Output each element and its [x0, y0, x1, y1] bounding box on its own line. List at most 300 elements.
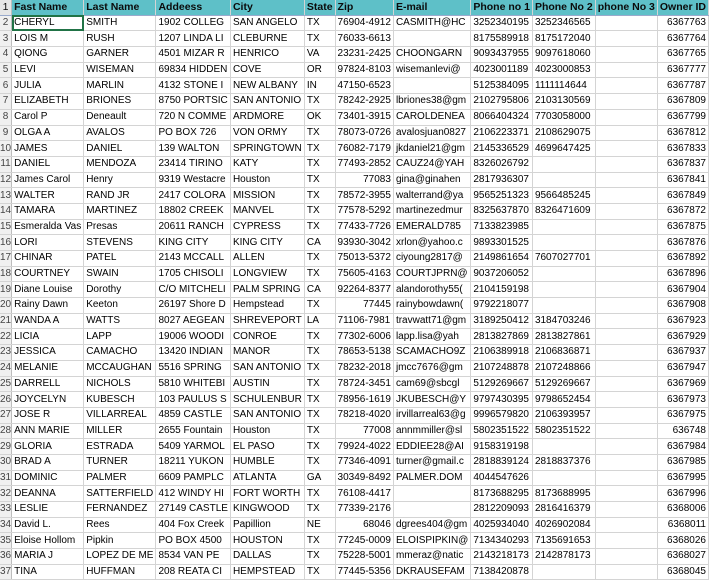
- cell-address[interactable]: 69834 HIDDEN: [156, 62, 231, 78]
- cell-phone3[interactable]: [595, 109, 657, 125]
- row-number[interactable]: 20: [0, 298, 12, 314]
- cell-owner[interactable]: 6367995: [657, 470, 708, 486]
- cell-email[interactable]: gina@ginahen: [393, 172, 470, 188]
- cell-address[interactable]: 1207 LINDA LI: [156, 31, 231, 47]
- cell-zip[interactable]: 92264-8377: [335, 282, 393, 298]
- cell-state[interactable]: TX: [304, 156, 335, 172]
- cell-first[interactable]: MELANIE: [12, 360, 84, 376]
- cell-zip[interactable]: 77493-2852: [335, 156, 393, 172]
- cell-phone3[interactable]: [595, 282, 657, 298]
- cell-owner[interactable]: 6367837: [657, 156, 708, 172]
- cell-email[interactable]: lapp.lisa@yah: [393, 329, 470, 345]
- column-header-state[interactable]: State: [304, 0, 335, 15]
- cell-last[interactable]: VILLARREAL: [84, 407, 156, 423]
- cell-city[interactable]: HEMPSTEAD: [230, 564, 304, 580]
- cell-phone2[interactable]: 9798652454: [532, 392, 595, 408]
- cell-email[interactable]: turner@gmail.c: [393, 454, 470, 470]
- cell-phone2[interactable]: 8326471609: [532, 203, 595, 219]
- cell-city[interactable]: MANVEL: [230, 203, 304, 219]
- cell-last[interactable]: PATEL: [84, 251, 156, 267]
- cell-state[interactable]: TX: [304, 298, 335, 314]
- cell-city[interactable]: SHREVEPORT: [230, 313, 304, 329]
- cell-owner[interactable]: 6368045: [657, 564, 708, 580]
- cell-phone2[interactable]: 2106836871: [532, 345, 595, 361]
- cell-phone3[interactable]: [595, 156, 657, 172]
- cell-phone3[interactable]: [595, 219, 657, 235]
- cell-phone1[interactable]: 3252340195: [471, 15, 533, 31]
- cell-state[interactable]: TX: [304, 266, 335, 282]
- cell-city[interactable]: SCHULENBUR: [230, 392, 304, 408]
- row-number[interactable]: 35: [0, 533, 12, 549]
- cell-address[interactable]: KING CITY: [156, 235, 231, 251]
- cell-state[interactable]: TX: [304, 454, 335, 470]
- cell-email[interactable]: jmcc7676@gm: [393, 360, 470, 376]
- cell-email[interactable]: [393, 486, 470, 502]
- cell-phone2[interactable]: 4026902084: [532, 517, 595, 533]
- cell-email[interactable]: annmmiller@sl: [393, 423, 470, 439]
- row-number[interactable]: 31: [0, 470, 12, 486]
- cell-email[interactable]: travwatt71@gm: [393, 313, 470, 329]
- cell-city[interactable]: KING CITY: [230, 235, 304, 251]
- cell-address[interactable]: 23414 TIRINO: [156, 156, 231, 172]
- column-header-phone-1[interactable]: Phone no 1: [471, 0, 533, 15]
- cell-phone2[interactable]: 1111114644: [532, 78, 595, 94]
- cell-phone2[interactable]: 2818837376: [532, 454, 595, 470]
- cell-phone1[interactable]: 9996579820: [471, 407, 533, 423]
- cell-state[interactable]: NE: [304, 517, 335, 533]
- cell-email[interactable]: ELOISPIPKIN@: [393, 533, 470, 549]
- cell-zip[interactable]: 77008: [335, 423, 393, 439]
- cell-owner[interactable]: 6367876: [657, 235, 708, 251]
- cell-city[interactable]: HOUSTON: [230, 533, 304, 549]
- cell-city[interactable]: SPRINGTOWN: [230, 141, 304, 157]
- cell-first[interactable]: LESLIE: [12, 502, 84, 518]
- cell-first[interactable]: DEANNA: [12, 486, 84, 502]
- cell-phone2[interactable]: [532, 470, 595, 486]
- cell-phone3[interactable]: [595, 78, 657, 94]
- cell-phone3[interactable]: [595, 533, 657, 549]
- cell-phone2[interactable]: 3184703246: [532, 313, 595, 329]
- cell-phone3[interactable]: [595, 360, 657, 376]
- cell-city[interactable]: Hempstead: [230, 298, 304, 314]
- cell-email[interactable]: avalosjuan0827: [393, 125, 470, 141]
- cell-phone3[interactable]: [595, 62, 657, 78]
- cell-last[interactable]: TURNER: [84, 454, 156, 470]
- cell-zip[interactable]: 77083: [335, 172, 393, 188]
- cell-email[interactable]: mmeraz@natic: [393, 549, 470, 565]
- cell-last[interactable]: CAMACHO: [84, 345, 156, 361]
- cell-city[interactable]: Houston: [230, 172, 304, 188]
- cell-owner[interactable]: 6367908: [657, 298, 708, 314]
- row-number[interactable]: 12: [0, 172, 12, 188]
- cell-address[interactable]: 8750 PORTSIC: [156, 94, 231, 110]
- cell-owner[interactable]: 6367812: [657, 125, 708, 141]
- cell-last[interactable]: BRIONES: [84, 94, 156, 110]
- cell-owner[interactable]: 636748: [657, 423, 708, 439]
- cell-phone2[interactable]: 2103130569: [532, 94, 595, 110]
- cell-phone3[interactable]: [595, 345, 657, 361]
- cell-phone3[interactable]: [595, 188, 657, 204]
- cell-email[interactable]: dgrees404@gm: [393, 517, 470, 533]
- cell-city[interactable]: ARDMORE: [230, 109, 304, 125]
- cell-phone1[interactable]: 5129269667: [471, 376, 533, 392]
- cell-email[interactable]: CAROLDENEA: [393, 109, 470, 125]
- cell-email[interactable]: martinezedmur: [393, 203, 470, 219]
- cell-email[interactable]: PALMER.DOM: [393, 470, 470, 486]
- cell-state[interactable]: TX: [304, 172, 335, 188]
- cell-phone3[interactable]: [595, 94, 657, 110]
- cell-address[interactable]: 5409 YARMOL: [156, 439, 231, 455]
- cell-email[interactable]: CAUZ24@YAH: [393, 156, 470, 172]
- cell-address[interactable]: 4132 STONE I: [156, 78, 231, 94]
- cell-phone2[interactable]: [532, 219, 595, 235]
- cell-phone2[interactable]: [532, 172, 595, 188]
- cell-first[interactable]: David L.: [12, 517, 84, 533]
- cell-address[interactable]: 1902 COLLEG: [156, 15, 231, 31]
- cell-phone2[interactable]: 2108629075: [532, 125, 595, 141]
- cell-first[interactable]: Esmeralda Vas: [12, 219, 84, 235]
- cell-last[interactable]: ESTRADA: [84, 439, 156, 455]
- cell-last[interactable]: MILLER: [84, 423, 156, 439]
- cell-state[interactable]: VA: [304, 47, 335, 63]
- cell-owner[interactable]: 6368026: [657, 533, 708, 549]
- cell-first[interactable]: LICIA: [12, 329, 84, 345]
- cell-state[interactable]: TX: [304, 360, 335, 376]
- cell-last[interactable]: MENDOZA: [84, 156, 156, 172]
- row-number[interactable]: 36: [0, 549, 12, 565]
- cell-zip[interactable]: 78653-5138: [335, 345, 393, 361]
- cell-city[interactable]: LONGVIEW: [230, 266, 304, 282]
- cell-phone1[interactable]: 2102795806: [471, 94, 533, 110]
- cell-last[interactable]: Henry: [84, 172, 156, 188]
- cell-zip[interactable]: 30349-8492: [335, 470, 393, 486]
- cell-phone2[interactable]: 9097618060: [532, 47, 595, 63]
- cell-phone3[interactable]: [595, 454, 657, 470]
- cell-email[interactable]: rainybowdawn(: [393, 298, 470, 314]
- cell-phone2[interactable]: 7703058000: [532, 109, 595, 125]
- cell-email[interactable]: [393, 31, 470, 47]
- cell-owner[interactable]: 6367896: [657, 266, 708, 282]
- cell-first[interactable]: TINA: [12, 564, 84, 580]
- cell-zip[interactable]: 75013-5372: [335, 251, 393, 267]
- cell-owner[interactable]: 6367975: [657, 407, 708, 423]
- cell-zip[interactable]: 76904-4912: [335, 15, 393, 31]
- cell-state[interactable]: LA: [304, 313, 335, 329]
- cell-city[interactable]: SAN ANTONIO: [230, 360, 304, 376]
- cell-zip[interactable]: 76082-7179: [335, 141, 393, 157]
- cell-address[interactable]: 404 Fox Creek: [156, 517, 231, 533]
- column-header-last-name[interactable]: Last Name: [84, 0, 156, 15]
- column-header-email[interactable]: E-mail: [393, 0, 470, 15]
- cell-state[interactable]: CA: [304, 282, 335, 298]
- cell-phone1[interactable]: 3189250412: [471, 313, 533, 329]
- cell-zip[interactable]: 78232-2018: [335, 360, 393, 376]
- cell-address[interactable]: 18802 CREEK: [156, 203, 231, 219]
- cell-owner[interactable]: 6367923: [657, 313, 708, 329]
- cell-address[interactable]: 4859 CASTLE: [156, 407, 231, 423]
- cell-state[interactable]: OR: [304, 62, 335, 78]
- cell-zip[interactable]: 78956-1619: [335, 392, 393, 408]
- cell-state[interactable]: TX: [304, 345, 335, 361]
- cell-zip[interactable]: 77346-4091: [335, 454, 393, 470]
- cell-phone1[interactable]: 8066404324: [471, 109, 533, 125]
- cell-phone1[interactable]: 4023001189: [471, 62, 533, 78]
- cell-email[interactable]: DKRAUSEFAM: [393, 564, 470, 580]
- row-number[interactable]: 24: [0, 360, 12, 376]
- cell-first[interactable]: WANDA A: [12, 313, 84, 329]
- cell-last[interactable]: RAND JR: [84, 188, 156, 204]
- cell-last[interactable]: Keeton: [84, 298, 156, 314]
- cell-address[interactable]: PO BOX 726: [156, 125, 231, 141]
- cell-phone1[interactable]: 8173688295: [471, 486, 533, 502]
- cell-last[interactable]: SWAIN: [84, 266, 156, 282]
- cell-last[interactable]: Deneault: [84, 109, 156, 125]
- cell-city[interactable]: Papillion: [230, 517, 304, 533]
- cell-owner[interactable]: 6367892: [657, 251, 708, 267]
- cell-phone1[interactable]: 7134340293: [471, 533, 533, 549]
- cell-state[interactable]: TX: [304, 251, 335, 267]
- cell-city[interactable]: VON ORMY: [230, 125, 304, 141]
- cell-phone2[interactable]: [532, 439, 595, 455]
- cell-phone2[interactable]: 4023000853: [532, 62, 595, 78]
- cell-zip[interactable]: 78218-4020: [335, 407, 393, 423]
- cell-first[interactable]: CHERYL: [12, 15, 84, 31]
- cell-last[interactable]: LAPP: [84, 329, 156, 345]
- cell-phone1[interactable]: 2106389918: [471, 345, 533, 361]
- cell-state[interactable]: IN: [304, 78, 335, 94]
- cell-address[interactable]: 5516 SPRING: [156, 360, 231, 376]
- cell-phone2[interactable]: [532, 235, 595, 251]
- cell-zip[interactable]: 77445-5356: [335, 564, 393, 580]
- cell-first[interactable]: JESSICA: [12, 345, 84, 361]
- row-number[interactable]: 1: [0, 0, 12, 15]
- cell-phone3[interactable]: [595, 172, 657, 188]
- cell-phone1[interactable]: 2149861654: [471, 251, 533, 267]
- cell-city[interactable]: ALLEN: [230, 251, 304, 267]
- cell-state[interactable]: TX: [304, 392, 335, 408]
- cell-phone3[interactable]: [595, 251, 657, 267]
- cell-phone1[interactable]: 4044547626: [471, 470, 533, 486]
- cell-address[interactable]: 139 WALTON: [156, 141, 231, 157]
- row-number[interactable]: 21: [0, 313, 12, 329]
- cell-zip[interactable]: 76108-4417: [335, 486, 393, 502]
- cell-phone1[interactable]: 5802351522: [471, 423, 533, 439]
- cell-last[interactable]: Rees: [84, 517, 156, 533]
- cell-phone1[interactable]: 9037206052: [471, 266, 533, 282]
- cell-phone3[interactable]: [595, 235, 657, 251]
- cell-phone1[interactable]: 2104159198: [471, 282, 533, 298]
- cell-first[interactable]: JULIA: [12, 78, 84, 94]
- cell-owner[interactable]: 6367849: [657, 188, 708, 204]
- cell-last[interactable]: SMITH: [84, 15, 156, 31]
- cell-state[interactable]: TX: [304, 549, 335, 565]
- cell-phone3[interactable]: [595, 298, 657, 314]
- cell-first[interactable]: JOYCELYN: [12, 392, 84, 408]
- cell-owner[interactable]: 6367777: [657, 62, 708, 78]
- cell-state[interactable]: TX: [304, 15, 335, 31]
- cell-phone3[interactable]: [595, 141, 657, 157]
- cell-zip[interactable]: 76033-6613: [335, 31, 393, 47]
- cell-email[interactable]: irvillarreal63@g: [393, 407, 470, 423]
- cell-first[interactable]: DANIEL: [12, 156, 84, 172]
- row-number[interactable]: 25: [0, 376, 12, 392]
- cell-phone1[interactable]: 2817936307: [471, 172, 533, 188]
- cell-phone2[interactable]: 2106393957: [532, 407, 595, 423]
- cell-phone2[interactable]: [532, 266, 595, 282]
- cell-zip[interactable]: 77433-7726: [335, 219, 393, 235]
- cell-owner[interactable]: 6367872: [657, 203, 708, 219]
- cell-state[interactable]: TX: [304, 376, 335, 392]
- cell-state[interactable]: TX: [304, 486, 335, 502]
- row-number[interactable]: 8: [0, 109, 12, 125]
- cell-phone1[interactable]: 2812209093: [471, 502, 533, 518]
- cell-address[interactable]: 18211 YUKON: [156, 454, 231, 470]
- cell-phone3[interactable]: [595, 47, 657, 63]
- cell-zip[interactable]: 78073-0726: [335, 125, 393, 141]
- cell-address[interactable]: C/O MITCHELI: [156, 282, 231, 298]
- cell-phone2[interactable]: 7607027701: [532, 251, 595, 267]
- cell-owner[interactable]: 6367765: [657, 47, 708, 63]
- cell-zip[interactable]: 68046: [335, 517, 393, 533]
- column-header-owner-id[interactable]: Owner ID: [657, 0, 708, 15]
- cell-last[interactable]: KUBESCH: [84, 392, 156, 408]
- row-number[interactable]: 6: [0, 78, 12, 94]
- cell-email[interactable]: jkdaniel21@gm: [393, 141, 470, 157]
- cell-phone2[interactable]: 3252346565: [532, 15, 595, 31]
- cell-phone2[interactable]: 7135691653: [532, 533, 595, 549]
- cell-state[interactable]: TX: [304, 141, 335, 157]
- cell-last[interactable]: RUSH: [84, 31, 156, 47]
- cell-owner[interactable]: 6367937: [657, 345, 708, 361]
- cell-last[interactable]: DANIEL: [84, 141, 156, 157]
- column-header-zip[interactable]: Zip: [335, 0, 393, 15]
- cell-email[interactable]: [393, 78, 470, 94]
- column-header-city[interactable]: City: [230, 0, 304, 15]
- cell-phone1[interactable]: 9565251323: [471, 188, 533, 204]
- row-number[interactable]: 33: [0, 502, 12, 518]
- cell-phone1[interactable]: 2143218173: [471, 549, 533, 565]
- cell-phone1[interactable]: 9797430395: [471, 392, 533, 408]
- row-number[interactable]: 22: [0, 329, 12, 345]
- row-number[interactable]: 14: [0, 203, 12, 219]
- row-number[interactable]: 18: [0, 266, 12, 282]
- cell-phone1[interactable]: 2818839124: [471, 454, 533, 470]
- cell-address[interactable]: 13420 INDIAN: [156, 345, 231, 361]
- cell-owner[interactable]: 6367763: [657, 15, 708, 31]
- cell-phone2[interactable]: 2816416379: [532, 502, 595, 518]
- cell-email[interactable]: wisemanlevi@: [393, 62, 470, 78]
- cell-first[interactable]: DOMINIC: [12, 470, 84, 486]
- cell-phone1[interactable]: 2106223371: [471, 125, 533, 141]
- cell-phone2[interactable]: 9566485245: [532, 188, 595, 204]
- cell-email[interactable]: SCAMACHO9Z: [393, 345, 470, 361]
- cell-email[interactable]: cam69@sbcgl: [393, 376, 470, 392]
- cell-state[interactable]: TX: [304, 533, 335, 549]
- cell-phone2[interactable]: 4699647425: [532, 141, 595, 157]
- cell-last[interactable]: AVALOS: [84, 125, 156, 141]
- row-number[interactable]: 26: [0, 392, 12, 408]
- cell-phone3[interactable]: [595, 313, 657, 329]
- cell-owner[interactable]: 6367996: [657, 486, 708, 502]
- cell-zip[interactable]: 97824-8103: [335, 62, 393, 78]
- cell-first[interactable]: MARIA J: [12, 549, 84, 565]
- cell-phone1[interactable]: 9093437955: [471, 47, 533, 63]
- cell-city[interactable]: KATY: [230, 156, 304, 172]
- cell-zip[interactable]: 77578-5292: [335, 203, 393, 219]
- cell-address[interactable]: 19006 WOODI: [156, 329, 231, 345]
- cell-address[interactable]: 20611 RANCH: [156, 219, 231, 235]
- cell-first[interactable]: DARRELL: [12, 376, 84, 392]
- cell-phone2[interactable]: 5129269667: [532, 376, 595, 392]
- cell-first[interactable]: LORI: [12, 235, 84, 251]
- cell-last[interactable]: STEVENS: [84, 235, 156, 251]
- cell-last[interactable]: MARLIN: [84, 78, 156, 94]
- cell-zip[interactable]: 77245-0009: [335, 533, 393, 549]
- cell-owner[interactable]: 6367973: [657, 392, 708, 408]
- cell-city[interactable]: PALM SPRING: [230, 282, 304, 298]
- cell-state[interactable]: TX: [304, 203, 335, 219]
- cell-city[interactable]: CYPRESS: [230, 219, 304, 235]
- row-number[interactable]: 17: [0, 251, 12, 267]
- row-number[interactable]: 23: [0, 345, 12, 361]
- cell-city[interactable]: CONROE: [230, 329, 304, 345]
- row-number[interactable]: 7: [0, 94, 12, 110]
- row-number[interactable]: 27: [0, 407, 12, 423]
- cell-first[interactable]: GLORIA: [12, 439, 84, 455]
- cell-phone1[interactable]: 4025934040: [471, 517, 533, 533]
- cell-address[interactable]: 2143 MCCALL: [156, 251, 231, 267]
- cell-first[interactable]: QIONG: [12, 47, 84, 63]
- cell-city[interactable]: AUSTIN: [230, 376, 304, 392]
- cell-zip[interactable]: 75228-5001: [335, 549, 393, 565]
- cell-zip[interactable]: 47150-6523: [335, 78, 393, 94]
- cell-phone3[interactable]: [595, 517, 657, 533]
- cell-last[interactable]: LOPEZ DE ME: [84, 549, 156, 565]
- cell-last[interactable]: MCCAUGHAN: [84, 360, 156, 376]
- cell-zip[interactable]: 73401-3915: [335, 109, 393, 125]
- cell-zip[interactable]: 71106-7981: [335, 313, 393, 329]
- cell-first[interactable]: LEVI: [12, 62, 84, 78]
- row-number[interactable]: 13: [0, 188, 12, 204]
- cell-zip[interactable]: 77445: [335, 298, 393, 314]
- cell-zip[interactable]: 75605-4163: [335, 266, 393, 282]
- cell-state[interactable]: TX: [304, 502, 335, 518]
- cell-phone1[interactable]: 8325637870: [471, 203, 533, 219]
- cell-phone1[interactable]: 2107248878: [471, 360, 533, 376]
- cell-phone2[interactable]: 2142878173: [532, 549, 595, 565]
- cell-state[interactable]: TX: [304, 423, 335, 439]
- cell-email[interactable]: alandorothy55(: [393, 282, 470, 298]
- cell-owner[interactable]: 6367833: [657, 141, 708, 157]
- cell-first[interactable]: TAMARA: [12, 203, 84, 219]
- cell-phone1[interactable]: 9893301525: [471, 235, 533, 251]
- cell-phone3[interactable]: [595, 439, 657, 455]
- cell-last[interactable]: PALMER: [84, 470, 156, 486]
- cell-email[interactable]: JKUBESCH@Y: [393, 392, 470, 408]
- cell-email[interactable]: [393, 502, 470, 518]
- cell-city[interactable]: MANOR: [230, 345, 304, 361]
- cell-email[interactable]: xrlon@yahoo.c: [393, 235, 470, 251]
- cell-address[interactable]: 9319 Westacre: [156, 172, 231, 188]
- cell-state[interactable]: TX: [304, 94, 335, 110]
- cell-city[interactable]: HENRICO: [230, 47, 304, 63]
- cell-owner[interactable]: 6368011: [657, 517, 708, 533]
- cell-phone3[interactable]: [595, 15, 657, 31]
- cell-owner[interactable]: 6367875: [657, 219, 708, 235]
- cell-city[interactable]: Houston: [230, 423, 304, 439]
- cell-owner[interactable]: 6367841: [657, 172, 708, 188]
- column-header-address[interactable]: Addeess: [156, 0, 231, 15]
